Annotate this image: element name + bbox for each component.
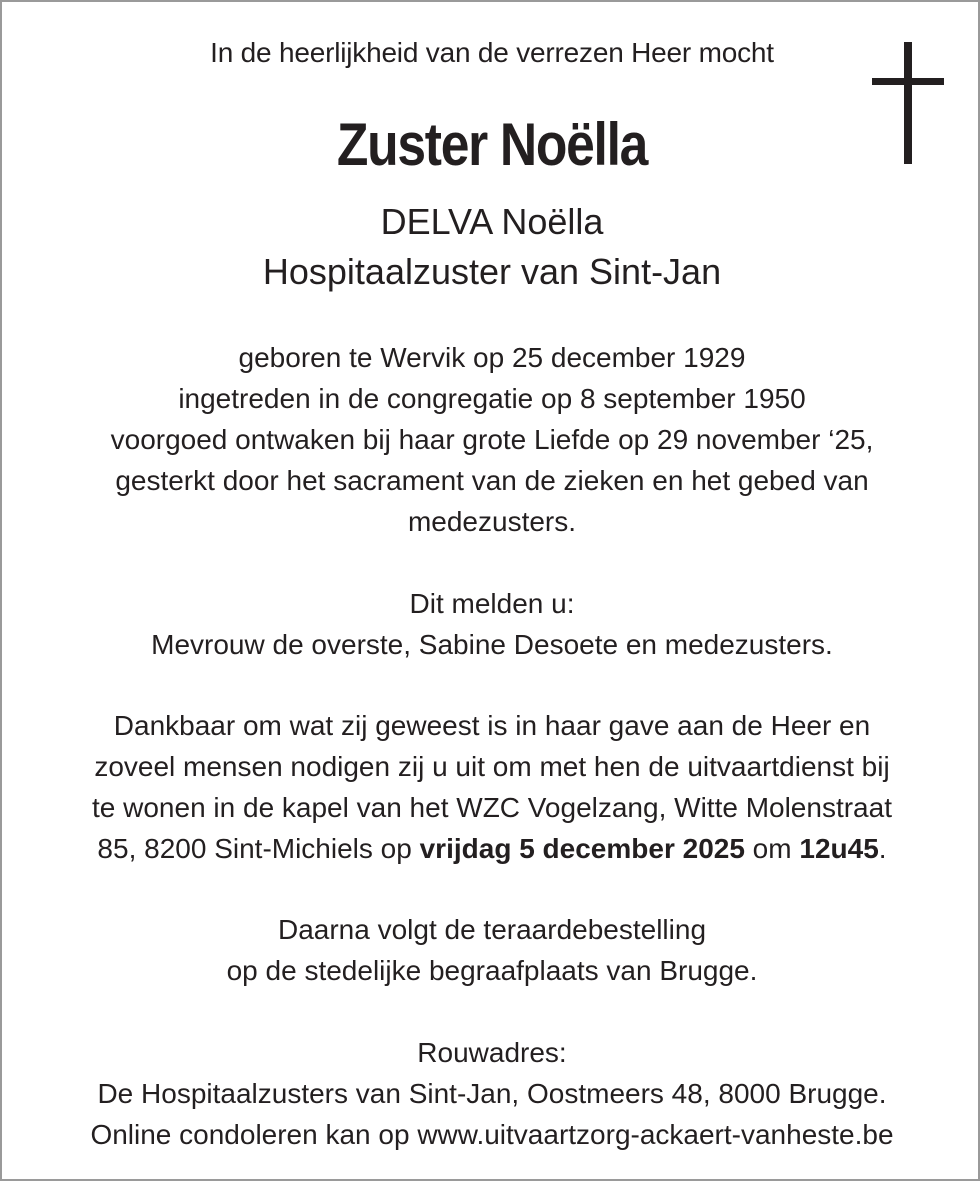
burial-info — [32, 909, 952, 991]
deceased-title: Zuster Noëlla — [336, 111, 648, 178]
funeral-line: te wonen in de kapel van het WZC Vogelzang, Witte Molenstraat — [92, 792, 892, 823]
funeral-invitation — [32, 705, 952, 869]
intro-text: In de heerlijkheid van de verrezen Heer mocht — [210, 37, 774, 68]
burial-line: Daarna volgt de teraardebestelling — [277, 914, 707, 945]
condolence-online-link[interactable]: Online condoleren kan op www.uitvaartzorg-ackaert-vanheste.be — [90, 1119, 894, 1150]
bio-line: voorgoed ontwaken bij haar grote Liefde op 29 november ‘25, — [110, 424, 874, 455]
funeral-location: 85, 8200 Sint-Michiels op — [97, 833, 420, 864]
civil-name: DELVA Noëlla — [380, 201, 604, 242]
announcers-names: Mevrouw de overste, Sabine Desoete en medezusters. — [151, 629, 833, 660]
bio-line: gesterkt door het sacrament van de zieken en het gebed van — [115, 465, 869, 496]
burial-line: op de stedelijke begraafplaats van Brugge. — [226, 955, 758, 986]
bio-line: medezusters. — [407, 506, 577, 537]
funeral-time: 12u45 — [799, 833, 879, 864]
deceased-identity — [32, 197, 952, 297]
biography — [32, 337, 952, 542]
announcers-heading: Dit melden u: — [409, 588, 575, 619]
condolence-address: De Hospitaalzusters van Sint-Jan, Oostmeers 48, 8000 Brugge. — [97, 1078, 887, 1109]
funeral-date: vrijdag 5 december 2025 — [419, 833, 745, 864]
bio-line: geboren te Wervik op 25 december 1929 — [238, 342, 746, 373]
funeral-line — [32, 828, 952, 869]
condolence-info — [32, 1032, 952, 1155]
funeral-connector: om — [744, 833, 800, 864]
condolence-heading: Rouwadres: — [417, 1037, 567, 1068]
funeral-line: Dankbaar om wat zij geweest is in haar gave aan de Heer en — [113, 710, 871, 741]
bio-line: ingetreden in de congregatie op 8 september 1950 — [178, 383, 806, 414]
funeral-line: zoveel mensen nodigen zij u uit om met hen de uitvaartdienst bij — [94, 751, 890, 782]
order-name: Hospitaalzuster van Sint-Jan — [262, 251, 722, 292]
funeral-period: . — [878, 833, 887, 864]
announcers — [32, 583, 952, 665]
